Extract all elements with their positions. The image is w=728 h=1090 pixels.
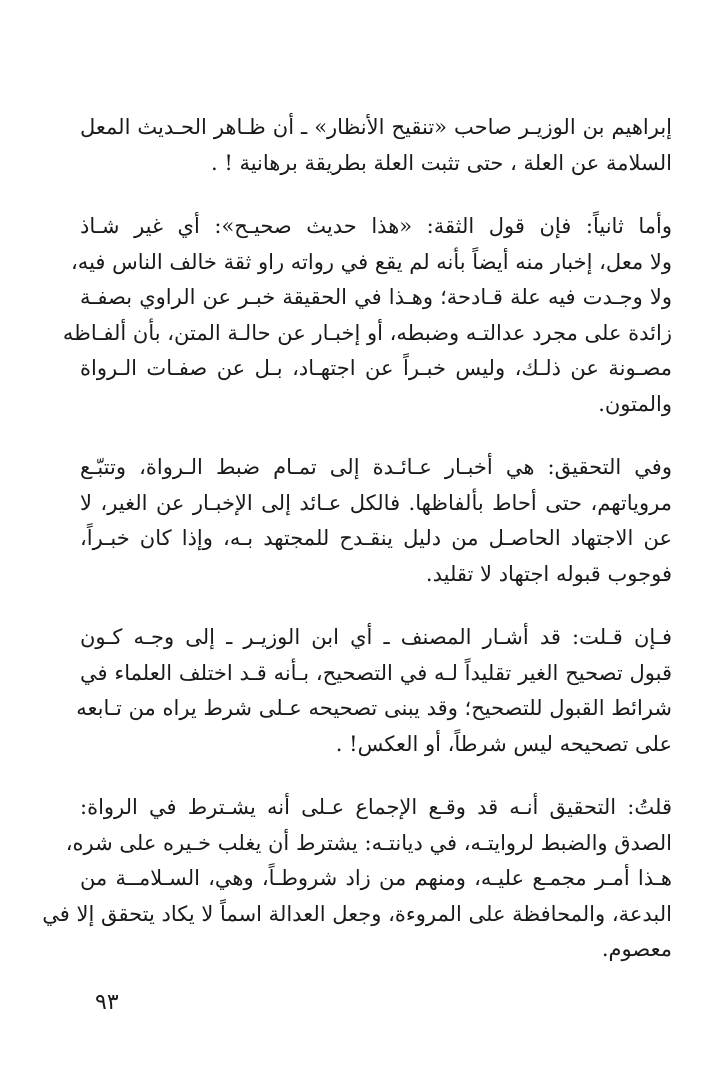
text-line: شرائط القبول للتصحيح؛ وقد يبنى تصحيحه عـلى شرط يراه من تـابعه [76, 696, 672, 720]
text-line: مروياتهم، حتى أحاط بألفاظها. فالكل عـائد إلى الإخبـار عن الغير، لا [80, 490, 672, 515]
text-line: البدعة، والمحافظة على المروءة، وجعل العدالة اسماً لا يكاد يتحقق إلا في [42, 901, 672, 926]
paragraph-3 [80, 450, 672, 592]
paragraph-4 [76, 620, 672, 762]
page-number: ٩٣ [95, 990, 119, 1015]
text-line: مصـونة عن ذلـك، وليس خبـراً عن اجتهـاد، بـل عن صفـات الـرواة [80, 356, 672, 380]
text-line: معصوم. [601, 937, 672, 961]
text-line: قلتُ: التحقيق أنـه قد وقـع الإجماع عـلى أنه يشـترط في الرواة: [80, 795, 672, 819]
text-line: ولا معل، إخبار منه أيضاً بأنه لم يقع في رواته راو ثقة خالف الناس فيه، [71, 249, 672, 274]
text-line: قبول تصحيح الغير تقليداً لـه في التصحيح، بـأنه قـد اختلف العلماء في [80, 660, 672, 685]
text-line: السلامة عن العلة ، حتى تثبت العلة بطريقة برهانية ! . [210, 150, 672, 175]
text-line: هـذا أمـر مجمـع عليـه، ومنهم من زاد شروطـاً، وهي، السـلامــة من [80, 866, 672, 890]
text-line: على تصحيحه ليس شرطاً، أو العكس! . [335, 731, 672, 756]
paragraph-2 [62, 209, 672, 422]
text-line: الصدق والضبط لروايتـه، في ديانتـه: يشترط أن يغلب خـيره على شره، [65, 830, 672, 855]
text-line: عن الاجتهاد الحاصـل من دليل ينقـدح للمجتهد بـه، وإذا كان خبـراً، [80, 526, 672, 550]
paragraph-5 [42, 790, 672, 968]
text-line: إبراهيم بن الوزيـر صاحب «تنقيح الأنظار» ـ أن ظـاهر الحـديث المعل [80, 115, 672, 139]
text-line: وفي التحقيق: هي أخبـار عـائـدة إلى تمـام ضبط الـرواة، وتتبّـع [80, 455, 672, 479]
text-line: زائدة على مجرد عدالتـه وضبطه، أو إخبـار عن حالـة المتن، بأن ألفـاظه [62, 320, 672, 345]
text-line: فوجوب قبوله اجتهاد لا تقليد. [425, 561, 672, 586]
paragraph-1 [80, 110, 672, 181]
page-body [42, 110, 672, 996]
text-line: وأما ثانياً: فإن قول الثقة: «هذا حديث صحيـح»: أي غير شـاذ [80, 214, 672, 238]
text-line: والمتون. [598, 391, 672, 416]
text-line: ولا وجـدت فيه علة قـادحة؛ وهـذا في الحقيقة خبـر عن الراوي بصفـة [80, 285, 672, 309]
text-line: فـإن قـلت: قد أشـار المصنف ـ أي ابن الوزيـر ـ إلى وجـه كـون [80, 625, 672, 649]
